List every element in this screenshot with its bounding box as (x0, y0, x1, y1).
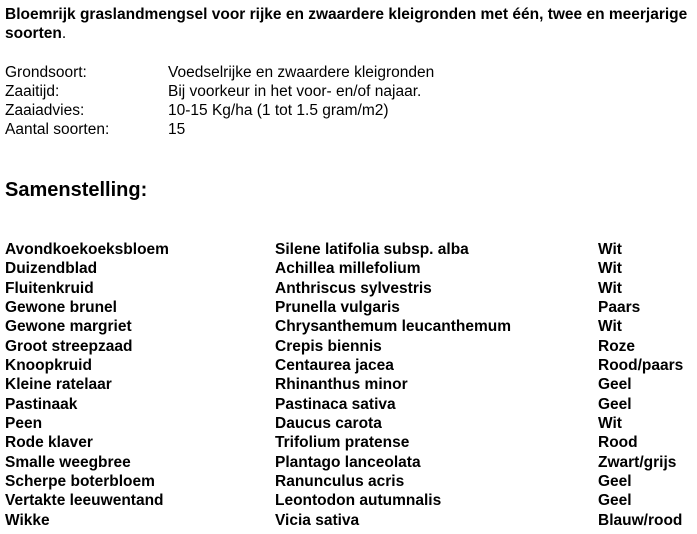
species-latin-name: Silene latifolia subsp. alba (275, 241, 469, 258)
spec-row-zaaiadvies (5, 101, 434, 120)
species-common-name: Gewone brunel (5, 299, 117, 317)
species-latin-name: Pastinaca sativa (275, 395, 396, 413)
species-latin-name: Achillea millefolium (275, 260, 421, 278)
species-latin-name: Ranunculus acris (275, 473, 405, 491)
species-color: Blauw/rood (598, 511, 683, 529)
spec-value: Voedselrijke en zwaardere kleigronden (168, 64, 435, 81)
species-latin-name: Anthriscus sylvestris (275, 279, 432, 297)
species-color: Wit (598, 415, 622, 433)
spec-row-grondsoort (5, 63, 434, 82)
intro-title (5, 5, 690, 43)
species-common-name: Duizendblad (5, 260, 98, 278)
intro-title-text: Bloemrijk graslandmengsel voor rijke en zwaardere kleigronden met één, twee en meerjarige soorten (5, 6, 688, 42)
species-color: Geel (598, 376, 632, 394)
section-heading: Samenstelling: (5, 179, 148, 201)
species-common-name: Fluitenkruid (5, 279, 94, 297)
spec-label: Aantal soorten: (5, 121, 110, 138)
species-color: Roze (598, 337, 636, 355)
species-common-name: Smalle weegbree (5, 453, 131, 471)
species-latin-name: Rhinanthus minor (275, 376, 408, 394)
spec-label: Zaaiadvies: (5, 102, 85, 119)
species-latin-name: Centaurea jacea (275, 357, 394, 375)
species-latin-name: Crepis biennis (275, 337, 382, 355)
species-common-name: Avondkoekoeksbloem (5, 241, 169, 258)
species-latin-name: Leontodon autumnalis (275, 492, 442, 510)
spec-value: 10-15 Kg/ha (1 tot 1.5 gram/m2) (168, 102, 389, 119)
spec-value: 15 (168, 121, 186, 138)
spec-label: Grondsoort: (5, 64, 87, 81)
species-common-name: Rode klaver (5, 434, 93, 452)
species-color: Rood/paars (598, 357, 684, 375)
species-latin-name: Daucus carota (275, 415, 382, 433)
spec-label: Zaaitijd: (5, 83, 60, 100)
species-color: Geel (598, 395, 632, 413)
spec-list (5, 63, 434, 139)
species-common-name: Pastinaak (5, 395, 78, 413)
species-common-name: Vertakte leeuwentand (5, 492, 164, 510)
species-latin-name: Chrysanthemum leucanthemum (275, 318, 511, 336)
species-common-name: Kleine ratelaar (5, 376, 112, 394)
species-latin-name: Vicia sativa (275, 511, 360, 529)
species-color: Paars (598, 299, 641, 317)
species-common-name: Groot streepzaad (5, 337, 133, 355)
species-common-name: Knoopkruid (5, 357, 92, 375)
species-common-name: Scherpe boterbloem (5, 473, 155, 491)
spec-value: Bij voorkeur in het voor- en/of najaar. (168, 83, 422, 100)
species-color: Geel (598, 473, 632, 491)
species-common-name: Peen (5, 415, 43, 433)
species-latin-name: Plantago lanceolata (275, 453, 421, 471)
species-color: Zwart/grijs (598, 453, 677, 471)
species-color: Wit (598, 279, 622, 297)
spec-row-aantal-soorten (5, 120, 434, 139)
species-latin-name: Prunella vulgaris (275, 299, 400, 317)
spec-row-zaaitijd (5, 82, 434, 101)
species-color: Wit (598, 260, 622, 278)
species-color: Geel (598, 492, 632, 510)
species-latin-name: Trifolium pratense (275, 434, 410, 452)
species-color: Rood (598, 434, 638, 452)
species-common-name: Wikke (5, 511, 50, 529)
species-color: Wit (598, 318, 622, 336)
intro-title-end: . (61, 25, 67, 42)
species-common-name: Gewone margriet (5, 318, 132, 336)
species-color: Wit (598, 241, 622, 258)
